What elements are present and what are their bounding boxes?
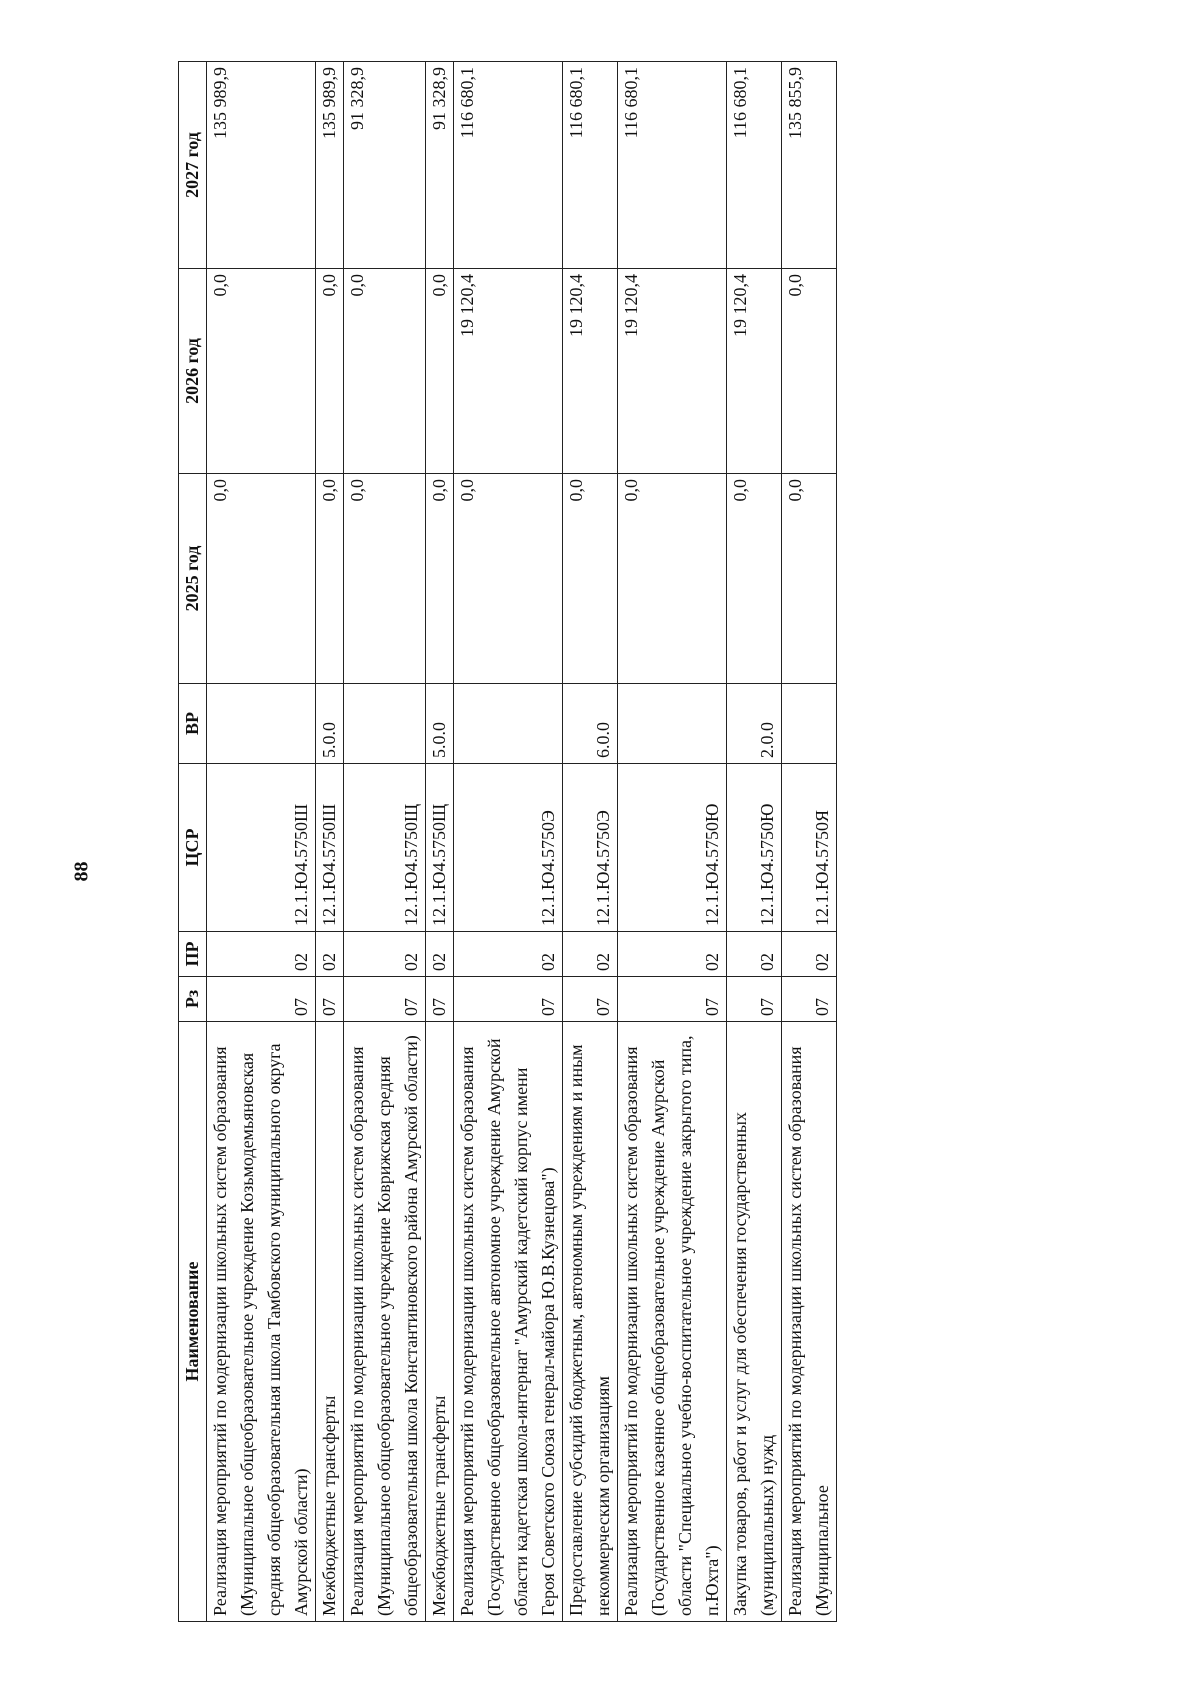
table-row (207, 62, 316, 1622)
row-name: Межбюджетные трансферты (426, 1022, 454, 1622)
row-rz: 07 (727, 977, 782, 1022)
table-row (316, 62, 344, 1622)
row-2027: 135 989,9 (207, 62, 316, 269)
row-csr: 12.1.Ю4.5750Щ (344, 764, 426, 932)
row-name: Реализация мероприятий по модернизации школьных систем образования (Муниципальное общеобразовательное учреждение Козьмодемьяновская средняя общеобразовательная школа Тамбовского муниципального округа Амурской области) (207, 1022, 316, 1622)
row-rz: 07 (454, 977, 563, 1022)
row-name: Реализация мероприятий по модернизации школьных систем образования (Муниципальное (782, 1022, 837, 1622)
header-2027: 2027 год (179, 62, 207, 269)
row-2027: 116 680,1 (454, 62, 563, 269)
row-vr (454, 684, 563, 764)
row-name: Закупка товаров, работ и услуг для обеспечения государственных (муниципальных) нужд (727, 1022, 782, 1622)
row-2027: 91 328,9 (426, 62, 454, 269)
row-pr: 02 (727, 932, 782, 977)
row-rz: 07 (344, 977, 426, 1022)
table-row (454, 62, 563, 1622)
row-pr: 02 (207, 932, 316, 977)
row-rz: 07 (316, 977, 344, 1022)
row-2025: 0,0 (618, 474, 727, 684)
row-2026: 0,0 (782, 269, 837, 474)
row-csr: 12.1.Ю4.5750Щ (426, 764, 454, 932)
rotated-table-container (178, 62, 1178, 1622)
row-csr: 12.1.Ю4.5750Ю (727, 764, 782, 932)
row-vr: 2.0.0 (727, 684, 782, 764)
row-vr (618, 684, 727, 764)
header-vr: ВР (179, 684, 207, 764)
table-row (618, 62, 727, 1622)
row-2025: 0,0 (563, 474, 618, 684)
row-2025: 0,0 (316, 474, 344, 684)
page-number: 88 (70, 861, 93, 882)
row-csr: 12.1.Ю4.5750Ю (618, 764, 727, 932)
row-pr: 02 (618, 932, 727, 977)
table-row (344, 62, 426, 1622)
header-name: Наименование (179, 1022, 207, 1622)
row-csr: 12.1.Ю4.5750Ш (316, 764, 344, 932)
row-pr: 02 (344, 932, 426, 977)
row-csr: 12.1.Ю4.5750Э (454, 764, 563, 932)
row-vr: 6.0.0 (563, 684, 618, 764)
table-row (563, 62, 618, 1622)
row-2026: 0,0 (426, 269, 454, 474)
table-row (782, 62, 837, 1622)
row-pr: 02 (563, 932, 618, 977)
row-vr (782, 684, 837, 764)
row-2025: 0,0 (782, 474, 837, 684)
header-pr: ПР (179, 932, 207, 977)
header-csr: ЦСР (179, 764, 207, 932)
row-2026: 19 120,4 (454, 269, 563, 474)
row-csr: 12.1.Ю4.5750Э (563, 764, 618, 932)
table-header-row (179, 62, 207, 1622)
row-csr: 12.1.Ю4.5750Я (782, 764, 837, 932)
row-2025: 0,0 (426, 474, 454, 684)
row-2027: 116 680,1 (563, 62, 618, 269)
row-vr (344, 684, 426, 764)
budget-table (178, 61, 837, 1622)
row-2027: 91 328,9 (344, 62, 426, 269)
row-2027: 135 989,9 (316, 62, 344, 269)
header-rz: Рз (179, 977, 207, 1022)
row-rz: 07 (782, 977, 837, 1022)
row-2026: 19 120,4 (727, 269, 782, 474)
row-rz: 07 (426, 977, 454, 1022)
header-2025: 2025 год (179, 474, 207, 684)
row-name: Реализация мероприятий по модернизации школьных систем образования (Государственное казенное общеобразовательное учреждение Амурской области "Специальное учебно-воспитательное учреждение закрытого типа, п.Юхта") (618, 1022, 727, 1622)
row-2026: 19 120,4 (618, 269, 727, 474)
row-2027: 135 855,9 (782, 62, 837, 269)
row-vr: 5.0.0 (316, 684, 344, 764)
row-pr: 02 (316, 932, 344, 977)
row-pr: 02 (782, 932, 837, 977)
row-name: Межбюджетные трансферты (316, 1022, 344, 1622)
row-2025: 0,0 (727, 474, 782, 684)
row-vr (207, 684, 316, 764)
row-rz: 07 (207, 977, 316, 1022)
row-pr: 02 (426, 932, 454, 977)
header-2026: 2026 год (179, 269, 207, 474)
row-2025: 0,0 (344, 474, 426, 684)
row-name: Предоставление субсидий бюджетным, автономным учреждениям и иным некоммерческим организациям (563, 1022, 618, 1622)
row-2025: 0,0 (207, 474, 316, 684)
row-name: Реализация мероприятий по модернизации школьных систем образования (Государственное общеобразовательное автономное учреждение Амурской области кадетская школа-интернат "Амурский кадетский корпус имени Героя Советского Союза генерал-майора Ю.В.Кузнецова") (454, 1022, 563, 1622)
table-row (727, 62, 782, 1622)
row-2027: 116 680,1 (727, 62, 782, 269)
row-2026: 0,0 (344, 269, 426, 474)
row-2026: 19 120,4 (563, 269, 618, 474)
row-2026: 0,0 (207, 269, 316, 474)
row-2025: 0,0 (454, 474, 563, 684)
row-vr: 5.0.0 (426, 684, 454, 764)
row-name: Реализация мероприятий по модернизации школьных систем образования (Муниципальное общеобразовательное учреждение Коврижская средняя общеобразовательная школа Константиновского района Амурской области) (344, 1022, 426, 1622)
row-csr: 12.1.Ю4.5750Ш (207, 764, 316, 932)
row-2026: 0,0 (316, 269, 344, 474)
row-rz: 07 (563, 977, 618, 1022)
row-rz: 07 (618, 977, 727, 1022)
table-row (426, 62, 454, 1622)
row-pr: 02 (454, 932, 563, 977)
row-2027: 116 680,1 (618, 62, 727, 269)
